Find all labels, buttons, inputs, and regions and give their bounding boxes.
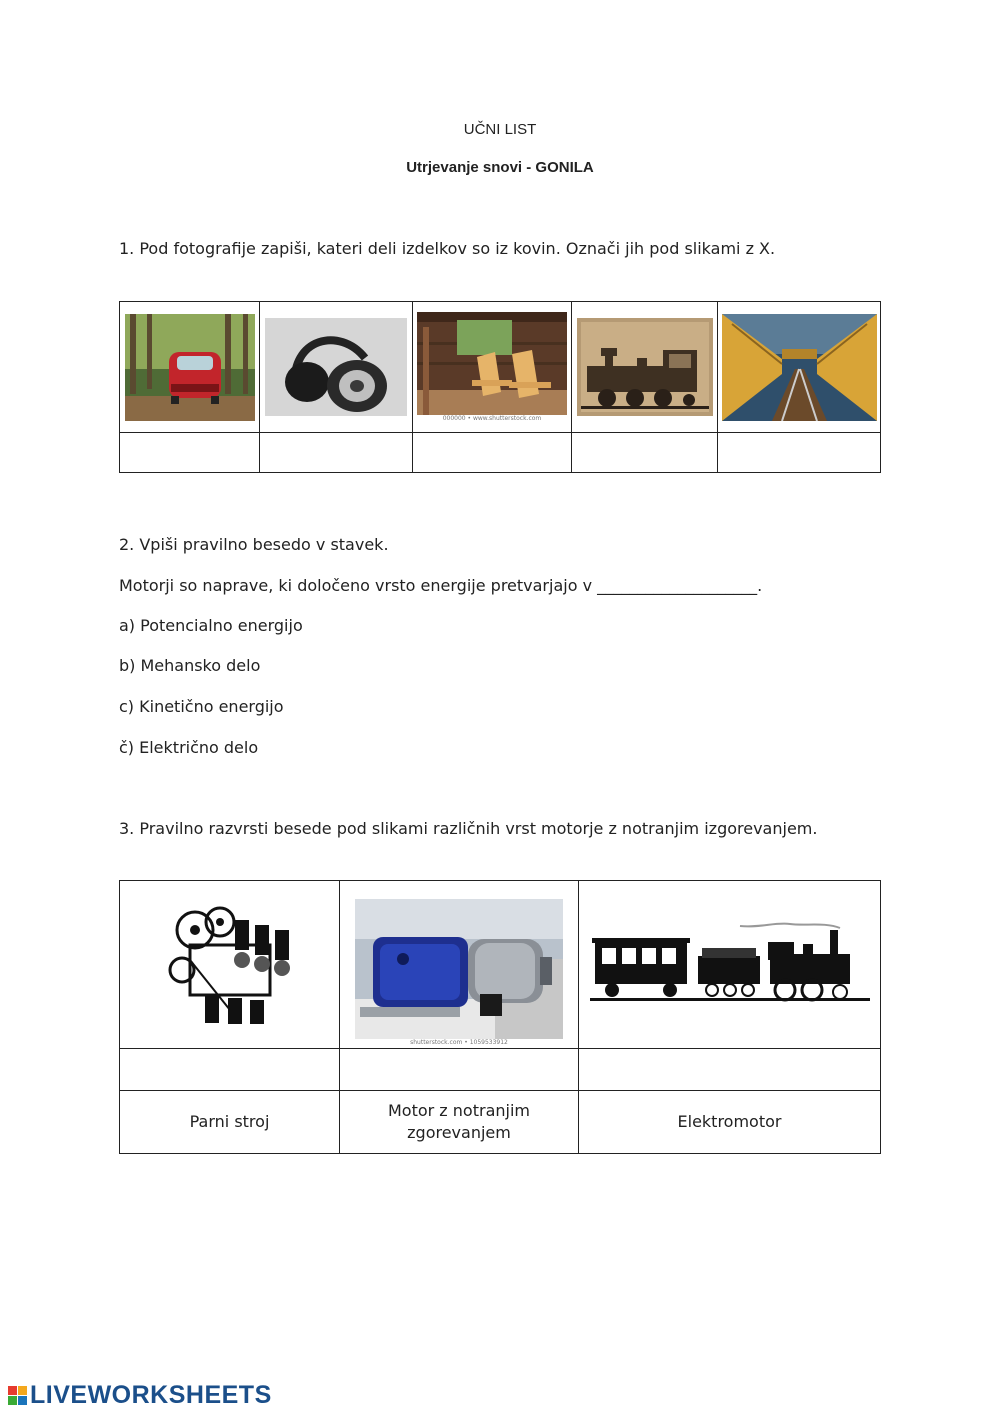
image-credit-1: 000000 • www.shutterstock.com: [442, 415, 542, 422]
option-d: č) Električno delo: [119, 738, 259, 757]
word-label-3: Elektromotor: [579, 1091, 881, 1154]
option-a: a) Potencialno energijo: [119, 616, 303, 635]
car-photo: [125, 314, 255, 421]
answer-cell-7[interactable]: [340, 1049, 579, 1091]
page-title: UČNI LIST: [463, 121, 537, 138]
logo-blocks-icon: [8, 1386, 27, 1405]
option-b: b) Mehansko delo: [119, 656, 261, 675]
answer-cell-6[interactable]: [120, 1049, 340, 1091]
answer-cell-5[interactable]: [718, 433, 881, 473]
answer-cell-2[interactable]: [260, 433, 413, 473]
image-cell-headphones: [260, 302, 413, 433]
question-2-prompt: 2. Vpiši pravilno besedo v stavek.: [119, 535, 389, 554]
chairs-photo: [417, 312, 567, 415]
answer-cell-8[interactable]: [579, 1049, 881, 1091]
image-cell-chairs: [413, 302, 572, 433]
locomotive-photo: [577, 318, 713, 416]
engine-drawing: [160, 900, 300, 1030]
image-cell-car: [120, 302, 260, 433]
image-cell-bridge: [718, 302, 881, 433]
question-1-prompt: 1. Pod fotografije zapiši, kateri deli izdelkov so iz kovin. Označi jih pod slikami z X.: [119, 239, 776, 258]
image-cell-train: [579, 881, 881, 1049]
image-cell-electric-motor: [340, 881, 579, 1049]
headphones-photo: [265, 318, 407, 416]
image-cell-engine: [120, 881, 340, 1049]
train-silhouette: [590, 920, 870, 1010]
answer-cell-4[interactable]: [572, 433, 718, 473]
option-c: c) Kinetično energijo: [119, 697, 284, 716]
brand-name: LIVEWORKSHEETS: [30, 1381, 272, 1409]
page-subtitle: Utrjevanje snovi - GONILA: [406, 159, 594, 176]
electric-motor-photo: [355, 899, 563, 1039]
word-label-1: Parni stroj: [120, 1091, 340, 1154]
bridge-photo: [722, 314, 877, 421]
question-3-prompt: 3. Pravilno razvrsti besede pod slikami različnih vrst motorje z notranjim izgorevanjem.: [119, 819, 818, 838]
answer-cell-3[interactable]: [413, 433, 572, 473]
image-credit-2: shutterstock.com • 1059533912: [410, 1039, 508, 1046]
word-label-2: Motor z notranjim zgorevanjem: [340, 1091, 579, 1154]
question-1-table: [119, 301, 881, 473]
question-2-sentence: Motorji so naprave, ki določeno vrsto energije pretvarjajo v ____________________.: [119, 576, 763, 595]
question-3-table: [119, 880, 881, 1154]
answer-cell-1[interactable]: [120, 433, 260, 473]
liveworksheets-logo: [8, 1381, 272, 1410]
image-cell-locomotive: [572, 302, 718, 433]
